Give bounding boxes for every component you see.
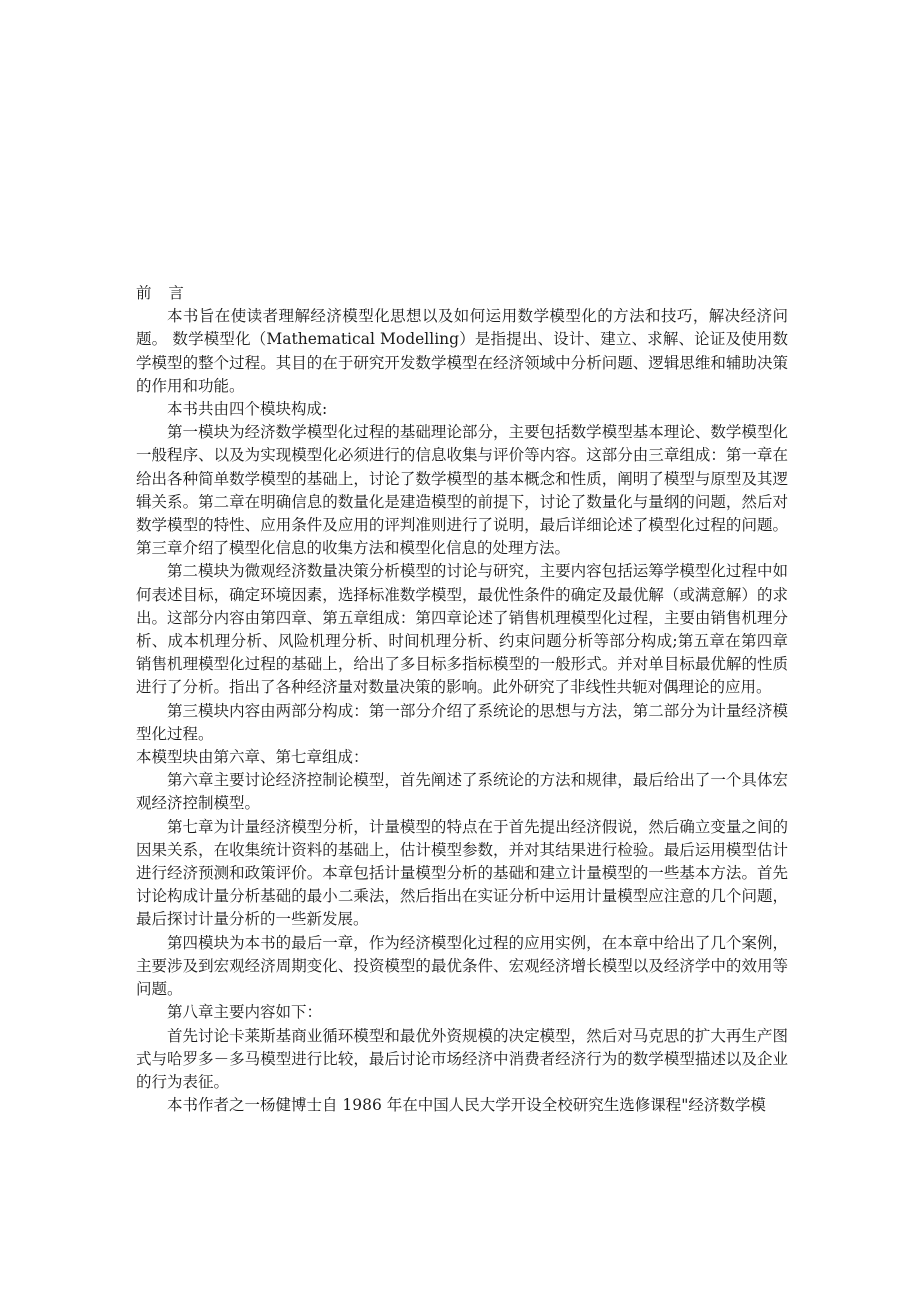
paragraph-chapter-eight-content: 首先讨论卡莱斯基商业循环模型和最优外资规模的决定模型，然后对马克思的扩大再生产图式与哈罗多－多马模型进行比较，最后讨论市场经济中消费者经济行为的数学模型描述以及企业的行为表征。 xyxy=(136,1026,788,1091)
paragraph-module-two: 第二模块为微观经济数量决策分析模型的讨论与研究，主要内容包括运筹学模型化过程中如何表述目标，确定环境因素，选择标准数学模型，最优性条件的确定及最优解（或满意解）的求出。这部分内容由第四章、第五章组成：第四章论述了销售机理模型化过程，主要由销售机理分析、成本机理分析、风险机理分析、时间机理分析、约束问题分析等部分构成;第五章在第四章销售机理模型化过程的基础上，给出了多目标多指标模型的一般形式。并对单目标最优解的性质进行了分析。指出了各种经济量对数量决策的影响。此外研究了非线性共轭对偶理论的应用。 xyxy=(136,562,788,697)
paragraph-module-three: 第三模块内容由两部分构成：第一部分介绍了系统论的思想与方法，第二部分为计量经济模型化过程。 xyxy=(136,701,788,743)
paragraph-module-four: 第四模块为本书的最后一章，作为经济模型化过程的应用实例，在本章中给出了几个案例，主要涉及到宏观经济周期变化、投资模型的最优条件、宏观经济增长模型以及经济学中的效用等问题。 xyxy=(136,933,788,999)
paragraph-module-one: 第一模块为经济数学模型化过程的基础理论部分，主要包括数学模型基本理论、数学模型化一般程序、以及为实现模型化必须进行的信息收集与评价等内容。这部分由三章组成：第一章在给出各种简单数学模型的基础上，讨论了数学模型的基本概念和性质，阐明了模型与原型及其逻辑关系。第二章在明确信息的数量化是建造模型的前提下，讨论了数量化与量纲的问题，然后对数学模型的特性、应用条件及应用的评判准则进行了说明，最后详细论述了模型化过程的问题。第三章介绍了模型化信息的收集方法和模型化信息的处理方法。 xyxy=(136,423,788,558)
paragraph-intro: 本书旨在使读者理解经济模型化思想以及如何运用数学模型化的方法和技巧，解决经济问题。 数学模型化（Mathematical Modelling）是指提出、设计、建立、求解、论证及使用数学模型的整个过程。其目的在于研究开发数学模型在经济领域中分析问题、逻辑思维和辅助决策的作用和功能。 xyxy=(136,307,788,395)
paragraph-chapter-seven: 第七章为计量经济模型分析，计量模型的特点在于首先提出经济假说，然后确立变量之间的因果关系，在收集统计资料的基础上，估计模型参数，并对其结果进行检验。最后运用模型估计进行经济预测和政策评价。本章包括计量模型分析的基础和建立计量模型的一些基本方法。首先讨论构成计量分析基础的最小二乘法，然后指出在实证分析中运用计量模型应注意的几个问题，最后探讨计量分析的一些新发展。 xyxy=(136,817,788,929)
paragraph-module-three-chapters: 本模型块由第六章、第七章组成： xyxy=(136,748,369,767)
paragraph-author-note: 本书作者之一杨健博士自 1986 年在中国人民大学开设全校研究生选修课程"经济数学模 xyxy=(167,1096,766,1115)
document-body xyxy=(136,282,788,1117)
paragraph-chapter-eight-intro: 第八章主要内容如下： xyxy=(167,1003,323,1022)
preface-heading: 前 言 xyxy=(136,284,190,302)
paragraph-chapter-six: 第六章主要讨论经济控制论模型，首先阐述了系统论的方法和规律，最后给出了一个具体宏观经济控制模型。 xyxy=(136,771,788,813)
paragraph-structure: 本书共由四个模块构成: xyxy=(167,400,328,419)
